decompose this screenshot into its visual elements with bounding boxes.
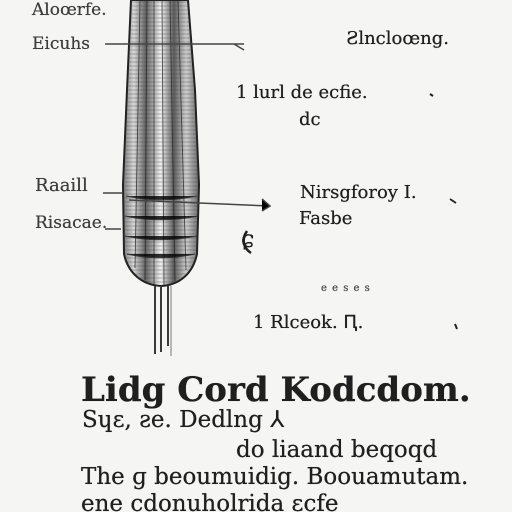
caption-line-3: do liaand beqoqd <box>236 437 438 463</box>
right-label-row-2: dc <box>299 109 321 130</box>
small-dotted-label: e e s e s <box>321 283 371 294</box>
wooden-device-illustration <box>123 0 199 356</box>
left-label-middle: Raaill <box>35 175 88 196</box>
right-label-row-5: 1 Rlceok. Ԥ. <box>253 312 364 333</box>
caption-line-5: ene cdonuholrida ɛcfe <box>81 491 339 512</box>
left-label-lower: Risacae. <box>35 213 108 233</box>
top-left-label: Aloœrfe. <box>32 0 107 20</box>
caption-line-2: Sɥɛ, ƨe. Dedlng ⅄ <box>82 407 285 433</box>
hook-mark: ɕ <box>241 225 255 253</box>
right-label-row-3: Nirsgforoy I. <box>300 182 417 203</box>
caption-line-4: The ɡ beoumuidig. Boouamutam. <box>81 464 469 490</box>
left-label-upper: Eicuhs <box>32 34 90 54</box>
right-label-top: Ƨlncloœng. <box>346 28 449 49</box>
caption-title: Lidg Cord Kodcdom. <box>81 370 471 410</box>
right-label-row-4: Fasbe <box>299 208 353 229</box>
right-label-row-1: 1 lurl de ecfie. <box>236 82 368 103</box>
